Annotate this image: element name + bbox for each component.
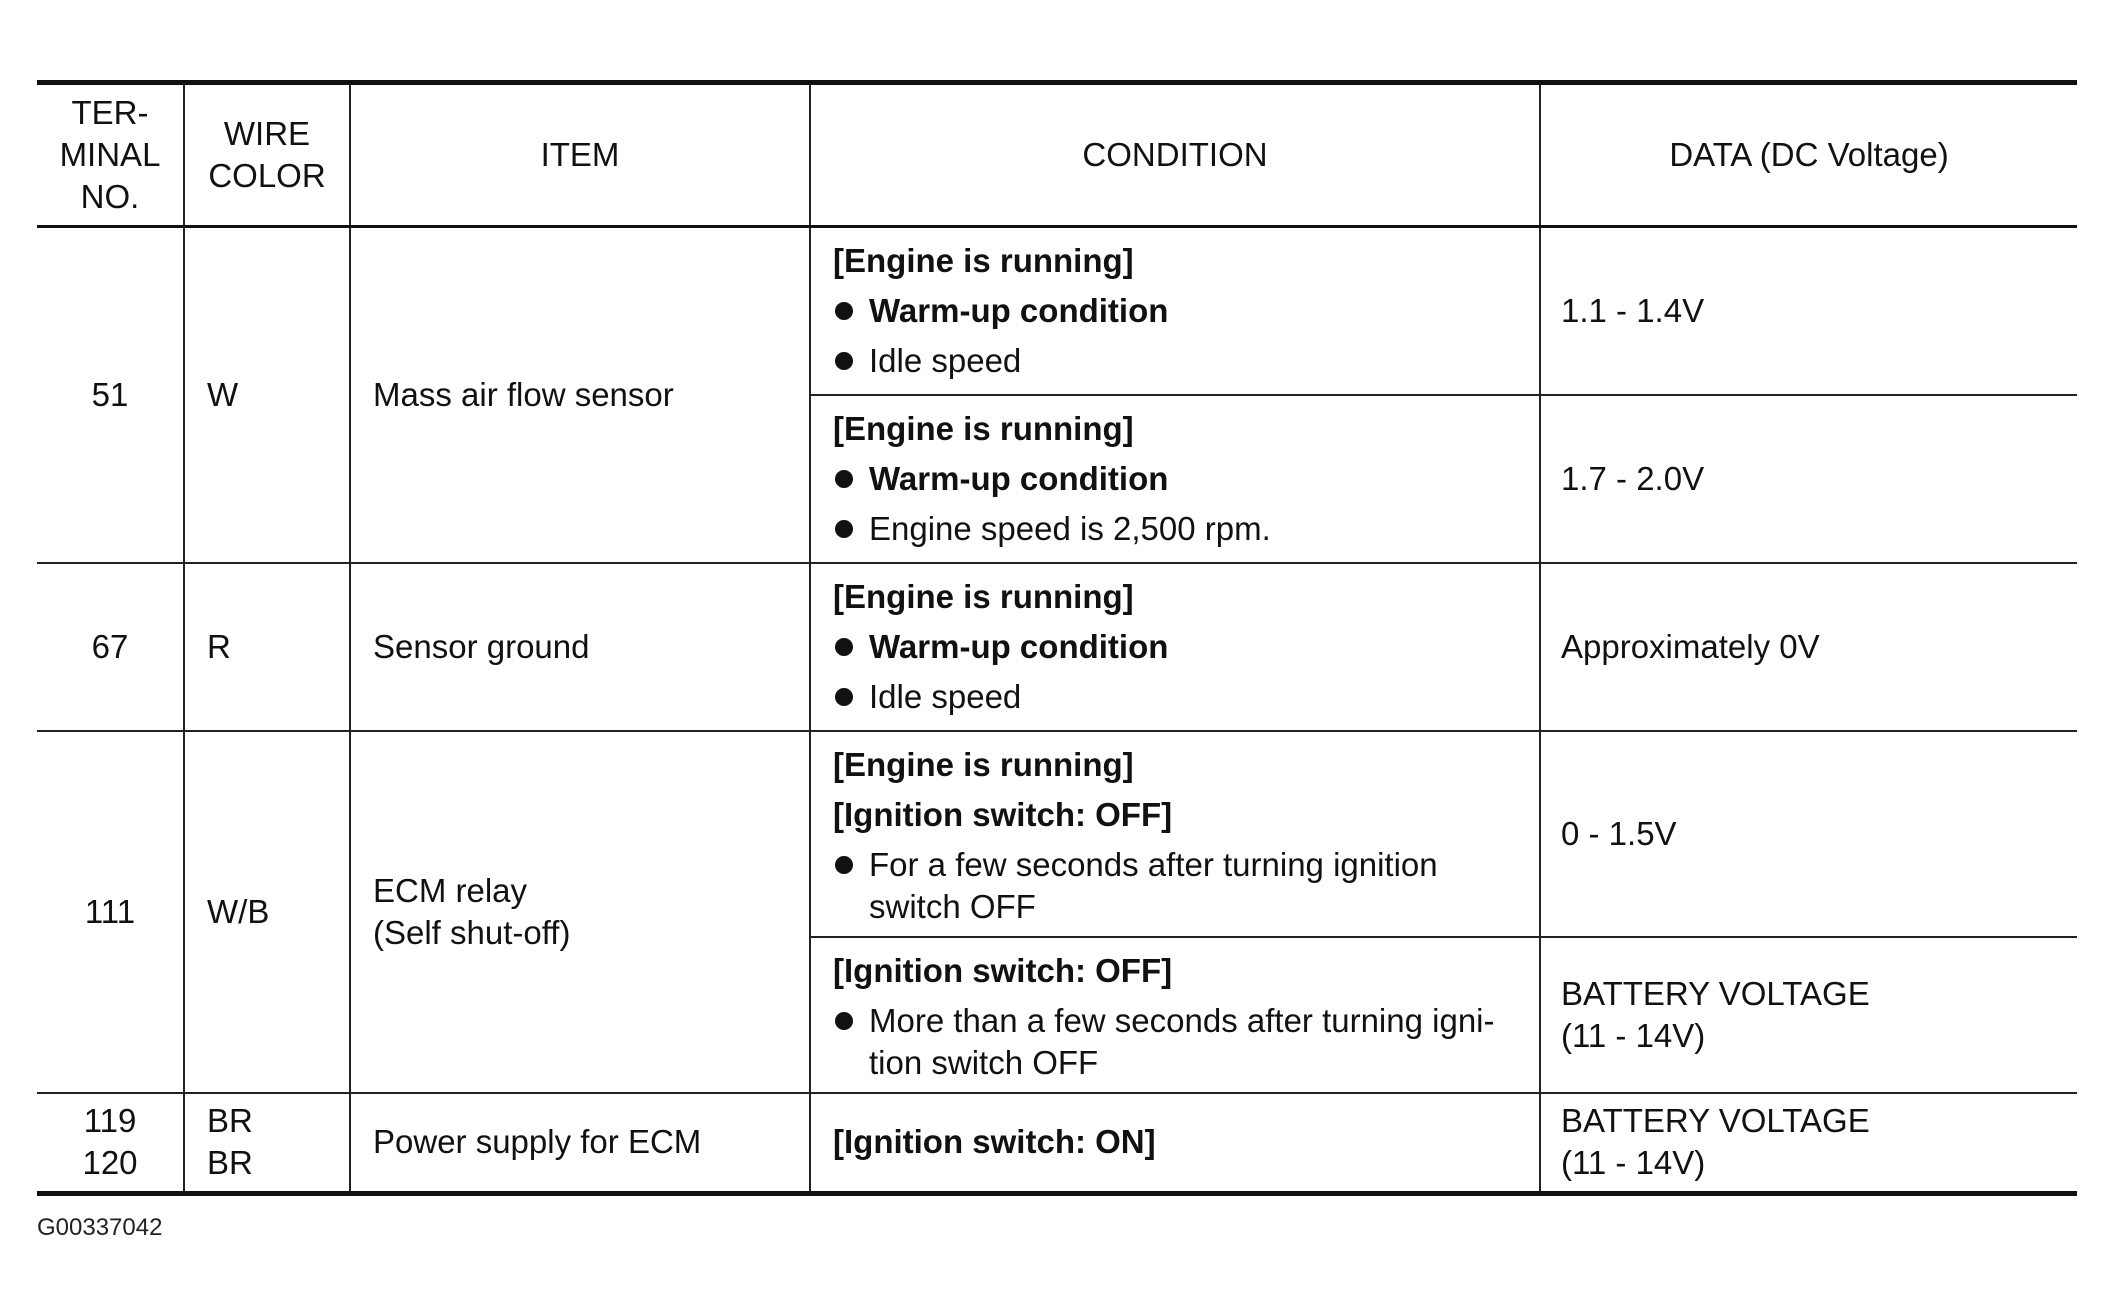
wire-color-cell xyxy=(184,731,350,1093)
item-cell xyxy=(350,1093,810,1193)
wire-color: R xyxy=(207,628,231,665)
bullet-text: Idle speed xyxy=(869,678,1022,715)
condition-heading: [Ignition switch: ON] xyxy=(833,1123,1156,1161)
data-voltage-cell xyxy=(1540,937,2077,1093)
condition-cell xyxy=(810,227,1540,396)
condition-heading: [Engine is running] xyxy=(833,410,1134,447)
table-row xyxy=(37,563,2077,731)
bullet-icon xyxy=(835,688,853,706)
bullet-text: Engine speed is 2,500 rpm. xyxy=(869,510,1271,547)
table-body xyxy=(37,227,2077,1194)
table-row xyxy=(37,731,2077,937)
figure-id: G00337042 xyxy=(37,1214,163,1241)
terminal-cell xyxy=(37,731,184,1093)
data-voltage-cell xyxy=(1540,563,2077,731)
item-name: Sensor ground xyxy=(373,628,590,665)
item-name: Mass air flow sensor xyxy=(373,376,674,413)
terminal-no: 111 xyxy=(84,893,136,930)
data-voltage-cell xyxy=(1540,227,2077,396)
bullet-icon xyxy=(835,470,853,488)
bullet-text: Warm-up condition xyxy=(869,292,1169,329)
bullet-text: For a few seconds after turning ignition switch OFF xyxy=(869,846,1438,925)
header-condition: CONDITION xyxy=(810,83,1540,227)
condition-heading: [Engine is running] xyxy=(833,746,1134,783)
table-row xyxy=(37,1093,2077,1193)
wiring-data-table xyxy=(37,80,2077,1196)
header-terminal-no: TER- MINAL NO. xyxy=(37,83,184,227)
data-voltage-cell xyxy=(1540,395,2077,563)
wire-color: BR xyxy=(207,1144,253,1182)
bullet-icon xyxy=(835,302,853,320)
data-voltage-cell xyxy=(1540,1093,2077,1193)
header-row xyxy=(37,83,2077,227)
condition-bullet xyxy=(833,454,1523,504)
condition-cell xyxy=(810,937,1540,1093)
item-cell xyxy=(350,563,810,731)
bullet-icon xyxy=(835,1012,853,1030)
header-data: DATA (DC Voltage) xyxy=(1540,83,2077,227)
voltage-value: 1.7 - 2.0V xyxy=(1561,460,1705,497)
condition-cell xyxy=(810,1093,1540,1193)
condition-bullet xyxy=(833,672,1523,722)
header-wire-color: WIRE COLOR xyxy=(184,83,350,227)
table-row xyxy=(37,227,2077,396)
condition-heading: [Ignition switch: OFF] xyxy=(833,952,1173,989)
terminal-no: 119 xyxy=(83,1102,137,1140)
bullet-icon xyxy=(835,520,853,538)
terminal-cell xyxy=(37,563,184,731)
voltage-value: Approximately 0V xyxy=(1561,628,1820,665)
voltage-value: 0 - 1.5V xyxy=(1561,815,1677,852)
condition-cell xyxy=(810,395,1540,563)
voltage-value: BATTERY VOLTAGE xyxy=(1561,975,1870,1012)
item-name: ECM relay xyxy=(373,872,528,909)
condition-cell xyxy=(810,731,1540,937)
condition-bullet xyxy=(833,1000,1523,1084)
bullet-text: Idle speed xyxy=(869,342,1022,379)
condition-bullet xyxy=(833,622,1523,672)
item-name: Power supply for ECM xyxy=(373,1123,702,1161)
condition-bullet xyxy=(833,286,1523,336)
condition-bullet xyxy=(833,336,1523,386)
item-cell xyxy=(350,731,810,1093)
wire-color-cell xyxy=(184,563,350,731)
bullet-icon xyxy=(835,856,853,874)
terminal-cell xyxy=(37,1093,184,1193)
condition-cell xyxy=(810,563,1540,731)
terminal-cell xyxy=(37,227,184,564)
bullet-icon xyxy=(835,352,853,370)
wire-color-cell xyxy=(184,227,350,564)
header-item: ITEM xyxy=(350,83,810,227)
bullet-text: Warm-up condition xyxy=(869,460,1169,497)
bullet-icon xyxy=(835,638,853,656)
bullet-text: Warm-up condition xyxy=(869,628,1169,665)
wire-color: W/B xyxy=(207,893,270,930)
condition-bullet xyxy=(833,844,1523,928)
terminal-no: 51 xyxy=(91,376,129,413)
condition-heading: [Engine is running] xyxy=(833,578,1134,615)
wire-color: W xyxy=(207,376,239,413)
item-cell xyxy=(350,227,810,564)
wire-color: BR xyxy=(207,1102,253,1140)
voltage-value: 1.1 - 1.4V xyxy=(1561,292,1705,329)
terminal-no: 67 xyxy=(91,628,129,665)
voltage-value: (11 - 14V) xyxy=(1561,1017,1706,1054)
terminal-no: 120 xyxy=(82,1144,138,1182)
condition-bullet xyxy=(833,504,1523,554)
voltage-value: BATTERY VOLTAGE xyxy=(1561,1102,1870,1140)
wire-color-cell xyxy=(184,1093,350,1193)
data-voltage-cell xyxy=(1540,731,2077,937)
condition-heading: [Ignition switch: OFF] xyxy=(833,796,1173,833)
voltage-value: (11 - 14V) xyxy=(1561,1144,1706,1182)
bullet-text: More than a few seconds after turning igni-tion switch OFF xyxy=(869,1002,1495,1081)
condition-heading: [Engine is running] xyxy=(833,242,1134,279)
item-name: (Self shut-off) xyxy=(373,914,571,951)
